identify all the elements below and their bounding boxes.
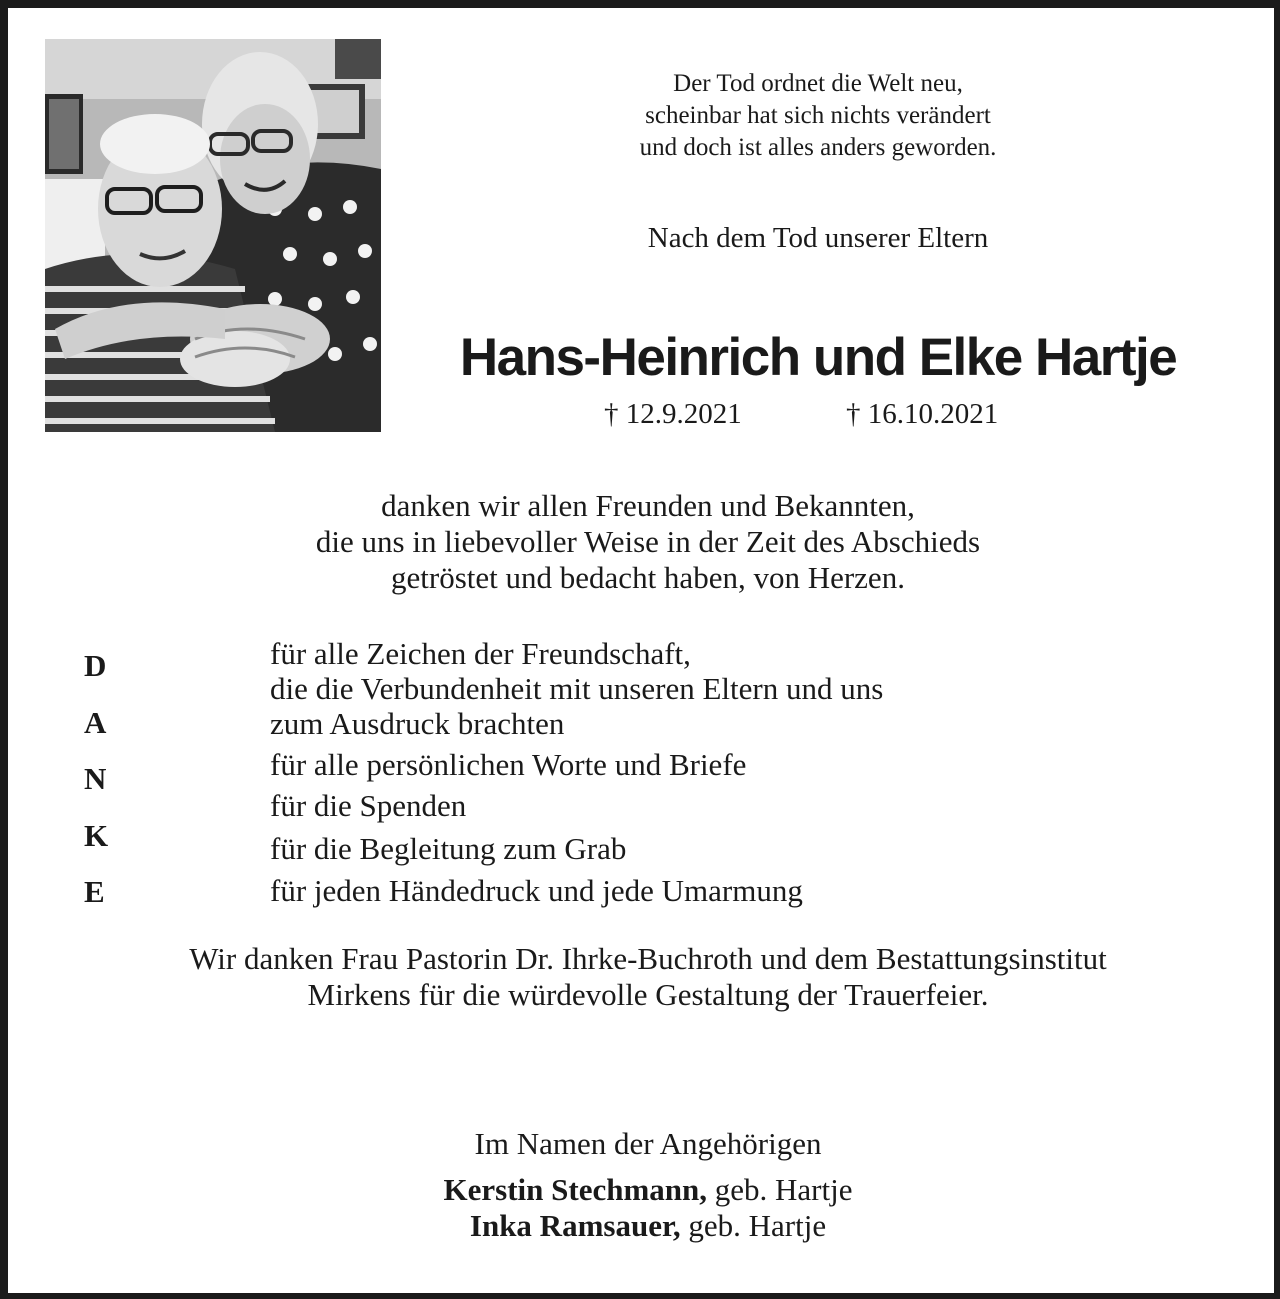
list-item: für jeden Händedruck und jede Umarmung (270, 873, 803, 908)
list-item: für alle Zeichen der Freundschaft, (270, 636, 691, 671)
list-item: für alle persönlichen Worte und Briefe (270, 747, 747, 782)
pastor-line: Mirkens für die würdevolle Gestaltung der Trauerfeier. (307, 977, 989, 1012)
signature-block (48, 1126, 1248, 1244)
quote-line: und doch ist alles anders geworden. (639, 134, 997, 161)
signature-person-2 (48, 1208, 1248, 1244)
signature-person-1 (48, 1172, 1248, 1208)
thanks-line: getröstet und bedacht haben, von Herzen. (391, 560, 905, 595)
thanks-paragraph (48, 488, 1248, 596)
danke-letter: K (84, 818, 109, 853)
signature-name: Inka Ramsauer, (469, 1208, 681, 1243)
pastor-line: Wir danken Frau Pastorin Dr. Ihrke-Buchroth und dem Bestattungsinstitut (189, 941, 1107, 976)
list-item: zum Ausdruck brachten (270, 706, 565, 741)
signature-suffix: geb. Hartje (707, 1172, 853, 1207)
danke-letter: N (84, 761, 107, 796)
quote-line: Der Tod ordnet die Welt neu, (673, 70, 963, 97)
list-item: für die Begleitung zum Grab (270, 831, 627, 866)
couple-photo (45, 39, 381, 432)
death-date-second: † 16.10.2021 (846, 398, 999, 430)
list-item: für die Spenden (270, 788, 467, 823)
death-date-first: † 12.9.2021 (604, 398, 742, 430)
photo-illustration-icon (45, 39, 381, 432)
signature-suffix: geb. Hartje (680, 1208, 827, 1243)
deceased-names: Hans-Heinrich und Elke Hartje (459, 328, 1177, 387)
pastor-thanks (48, 941, 1248, 1013)
quote-line: scheinbar hat sich nichts verändert (645, 102, 991, 129)
signature-heading: Im Namen der Angehörigen (474, 1126, 822, 1161)
danke-letter: D (84, 648, 107, 683)
quote (428, 68, 1208, 164)
signature-name: Kerstin Stechmann, (443, 1172, 708, 1207)
danke-letter: A (84, 705, 107, 740)
intro-text: Nach dem Tod unserer Eltern (647, 222, 989, 254)
danke-letter: E (84, 874, 105, 909)
thanks-line: danken wir allen Freunden und Bekannten, (381, 488, 915, 523)
list-item: die die Verbundenheit mit unseren Eltern und uns (270, 671, 884, 706)
thanks-line: die uns in liebevoller Weise in der Zeit des Abschieds (315, 524, 981, 559)
